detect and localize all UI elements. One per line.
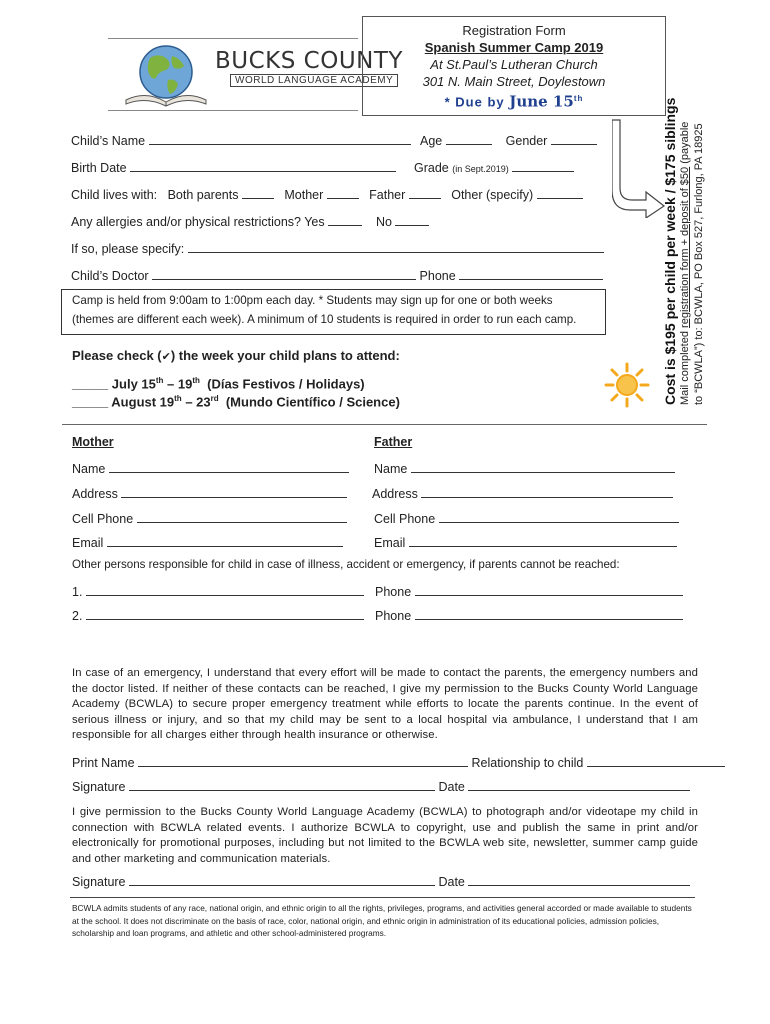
- form-title: Registration Form: [462, 23, 566, 38]
- lives-with-row: [71, 186, 583, 202]
- father-name-field[interactable]: [411, 460, 675, 473]
- father-cell-label: Cell Phone: [374, 512, 436, 526]
- camp-note-box: [61, 289, 606, 335]
- father-heading: Father: [374, 435, 413, 449]
- mother-name-field[interactable]: [109, 460, 349, 473]
- header-box: [362, 16, 666, 116]
- contact-1-number: 1.: [72, 585, 83, 599]
- curved-arrow-icon: [612, 118, 668, 218]
- allergy-no-label: No: [376, 215, 392, 229]
- other-option-label: Other (specify): [451, 188, 534, 202]
- photo-signature-label: Signature: [72, 875, 126, 889]
- footer-divider: [70, 897, 695, 898]
- both-parents-field[interactable]: [242, 186, 274, 199]
- relationship-field[interactable]: [587, 754, 725, 767]
- emergency-signature-row: [72, 778, 690, 794]
- logo-rule-bottom: [108, 110, 358, 111]
- print-name-row: [72, 754, 725, 770]
- father-address-field[interactable]: [421, 485, 673, 498]
- birth-field[interactable]: [130, 159, 396, 172]
- birth-row: [71, 159, 396, 175]
- contact-2-number: 2.: [72, 609, 83, 623]
- week-option-2-blank[interactable]: _____: [72, 394, 109, 410]
- allergy-yes-field[interactable]: [328, 213, 362, 226]
- child-name-label: Child’s Name: [71, 134, 146, 148]
- mother-heading: Mother: [72, 435, 114, 449]
- father-name-row: [374, 460, 675, 476]
- specify-label: If so, please specify:: [71, 242, 185, 256]
- camp-name: Spanish Summer Camp 2019: [424, 40, 604, 55]
- sun-icon: [603, 361, 651, 409]
- globe-book-logo-icon: [120, 40, 215, 108]
- week-option-1[interactable]: [72, 376, 365, 391]
- camp-location: At St.Paul’s Lutheran Church: [430, 57, 598, 72]
- specify-field[interactable]: [188, 240, 604, 253]
- cost-note: Cost is $195 per child per week / $175 siblings: [662, 97, 678, 405]
- emergency-paragraph: In case of an emergency, I understand that every effort will be made to contact the parents, the emergency numbers and the doctor listed. If neither of these contacts can be reached, I give my permission to the Bucks County World Language Academy (BCWLA) to secure proper emergency treatment while efforts to locate the parents continue. In the event of serious illness or injury, and so that my child may be sent to a local hospital via ambulance, I understand that I am responsible for all charges either through health insurance or otherwise.: [72, 667, 698, 742]
- contact-1-phone-field[interactable]: [415, 583, 683, 596]
- logo-subtitle: WORLD LANGUAGE ACADEMY: [230, 74, 398, 87]
- week-option-1-end-sup: th: [192, 376, 200, 385]
- contact-1-row: [72, 583, 364, 599]
- contact-2-phone-field[interactable]: [415, 607, 683, 620]
- section-divider: [62, 424, 707, 425]
- allergy-yes-label: Yes: [304, 215, 325, 229]
- mother-address-label: Address: [72, 487, 118, 501]
- camp-address: 301 N. Main Street, Doylestown: [422, 74, 606, 89]
- mother-address-row: [72, 485, 347, 501]
- photo-date-label: Date: [438, 875, 465, 889]
- logo-name: BUCKS COUNTY: [215, 48, 403, 74]
- age-field[interactable]: [446, 132, 492, 145]
- weeks-heading: [72, 348, 400, 363]
- emergency-date-label: Date: [438, 780, 465, 794]
- emergency-signature-field[interactable]: [129, 778, 435, 791]
- mother-cell-label: Cell Phone: [72, 512, 134, 526]
- week-option-1-theme: (Días Festivos / Holidays): [199, 376, 365, 392]
- allergy-row: [71, 213, 429, 229]
- father-name-label: Name: [374, 462, 408, 476]
- birth-label: Birth Date: [71, 161, 127, 175]
- checkmark-icon: ✔: [161, 351, 171, 363]
- weeks-heading-b: ) the week your child plans to attend:: [170, 348, 400, 363]
- camp-note-line2: (themes are different each week). A minimum of 10 students is required in order to run each camp.: [72, 313, 577, 326]
- mother-cell-field[interactable]: [137, 510, 347, 523]
- photo-signature-row: [72, 873, 690, 889]
- due-prefix: * Due by: [444, 94, 505, 110]
- age-label: Age: [420, 134, 443, 148]
- father-email-label: Email: [374, 536, 406, 550]
- logo-rule-top: [108, 38, 358, 39]
- week-option-2-end: – 23: [181, 394, 211, 410]
- week-option-1-end: – 19: [163, 376, 193, 392]
- mother-option-label: Mother: [284, 188, 324, 202]
- print-name-label: Print Name: [72, 756, 135, 770]
- nondiscrimination-footer: BCWLA admits students of any race, national origin, and ethnic origin to all the rights, privileges, programs, and activities general accorded or made available to students at the school. It does not discriminate on the basis of race, color, national origin, and ethnic origin in administration of its educational policies, admission policies, scholarship and loan programs, and athletic and other school-administered programs.: [72, 903, 692, 938]
- contact-1-phone-label: Phone: [375, 585, 412, 599]
- age-row: [420, 132, 597, 148]
- contact-2-phone-label: Phone: [375, 609, 412, 623]
- doctor-label: Child’s Doctor: [71, 269, 149, 283]
- due-date: [363, 90, 665, 110]
- print-name-field[interactable]: [138, 754, 468, 767]
- contact-1-phone-row: [375, 583, 683, 599]
- grade-label: Grade: [414, 161, 449, 175]
- week-option-1-start-sup: th: [155, 376, 164, 385]
- child-name-field[interactable]: [149, 132, 411, 145]
- side-note: [662, 98, 706, 405]
- mail-note: [678, 98, 692, 405]
- due-date-value: June 15: [509, 92, 574, 111]
- father-cell-field[interactable]: [439, 510, 679, 523]
- lives-label: Child lives with:: [71, 188, 158, 202]
- father-option-label: Father: [369, 188, 406, 202]
- doctor-phone-label: Phone: [419, 269, 456, 283]
- mother-cell-row: [72, 510, 347, 526]
- mail-note-suffix: (payable: [679, 121, 691, 164]
- relationship-label: Relationship to child: [471, 756, 584, 770]
- mother-name-label: Name: [72, 462, 106, 476]
- gender-label: Gender: [505, 134, 548, 148]
- contact-1-name-field[interactable]: [86, 583, 364, 596]
- emergency-date-field[interactable]: [468, 778, 690, 791]
- grade-note: (in Sept.2019): [452, 164, 509, 174]
- mother-email-row: [72, 534, 343, 550]
- contact-2-phone-row: [375, 607, 683, 623]
- grade-row: [414, 159, 574, 175]
- allergy-no-field[interactable]: [395, 213, 429, 226]
- camp-note-line1: Camp is held from 9:00am to 1:00pm each day. * Students may sign up for one or both weeks: [72, 294, 553, 307]
- doctor-phone-field[interactable]: [459, 267, 603, 280]
- photo-signature-field[interactable]: [129, 873, 435, 886]
- mother-address-field[interactable]: [121, 485, 347, 498]
- both-parents-label: Both parents: [167, 188, 239, 202]
- father-address-label: Address: [372, 487, 418, 501]
- mother-option-field[interactable]: [327, 186, 359, 199]
- mother-email-field[interactable]: [107, 534, 343, 547]
- other-persons-note: Other persons responsible for child in case of illness, accident or emergency, if parents cannot be reached:: [72, 558, 620, 571]
- doctor-field[interactable]: [152, 267, 416, 280]
- week-option-2[interactable]: [72, 394, 400, 409]
- other-option-field[interactable]: [537, 186, 583, 199]
- doctor-row: [71, 267, 603, 283]
- photo-date-field[interactable]: [468, 873, 690, 886]
- photo-paragraph: I give permission to the Bucks County World Language Academy (BCWLA) to photograph and/or videotape my child in connection with BCWLA related events. I authorize BCWLA to copyright, use and publish the same in print and/or electronically for promotional purposes, including but not limited to the BCWLA web site, newsletter, summer camp guide and other marketing and communication materials.: [72, 806, 698, 865]
- emergency-signature-label: Signature: [72, 780, 126, 794]
- father-email-row: [374, 534, 677, 550]
- father-option-field[interactable]: [409, 186, 441, 199]
- mail-note-link: registration form + deposit of $50: [679, 166, 691, 328]
- grade-field[interactable]: [512, 159, 574, 172]
- mail-address: to “BCWLA”) to: BCWLA, PO Box 527, Furlong, PA 18925: [693, 123, 705, 405]
- father-address-row: [372, 485, 673, 501]
- week-option-2-theme: (Mundo Científico / Science): [218, 394, 400, 410]
- due-date-suffix: th: [573, 94, 584, 103]
- week-option-1-start: July 15: [111, 376, 156, 392]
- allergy-label: Any allergies and/or physical restrictions?: [71, 215, 301, 229]
- mother-email-label: Email: [72, 536, 104, 550]
- mother-name-row: [72, 460, 349, 476]
- father-cell-row: [374, 510, 679, 526]
- specify-row: [71, 240, 604, 256]
- gender-field[interactable]: [551, 132, 597, 145]
- contact-2-row: [72, 607, 364, 623]
- week-option-1-blank[interactable]: _____: [72, 376, 109, 392]
- child-name-row: [71, 132, 411, 148]
- weeks-heading-a: Please check (: [72, 348, 162, 363]
- week-option-2-start: August 19: [111, 394, 175, 410]
- mail-note-prefix: Mail completed: [679, 331, 691, 405]
- week-option-2-end-sup: rd: [210, 394, 219, 403]
- father-email-field[interactable]: [409, 534, 677, 547]
- contact-2-name-field[interactable]: [86, 607, 364, 620]
- week-option-2-start-sup: th: [174, 394, 182, 403]
